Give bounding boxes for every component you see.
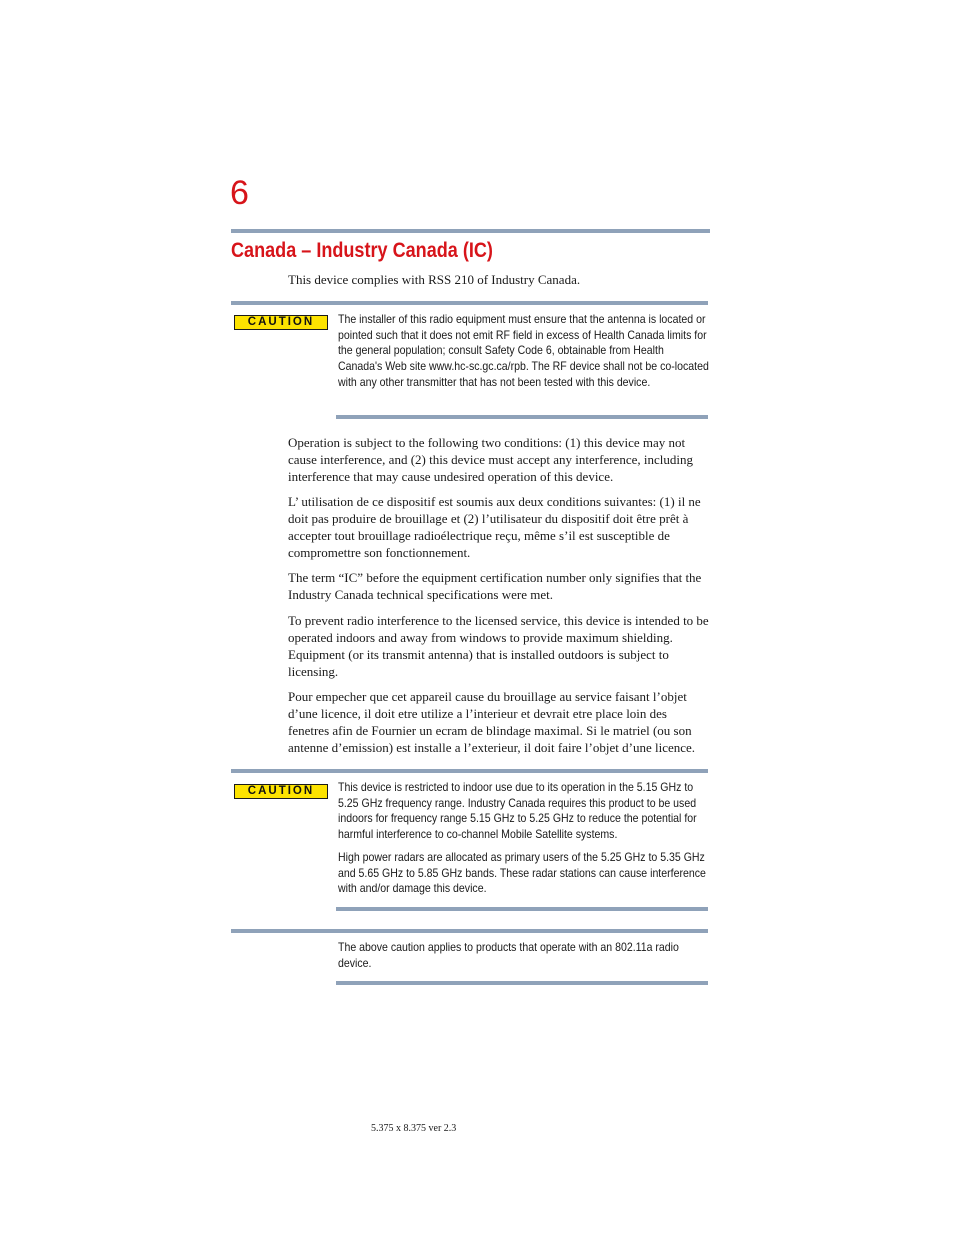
body-paragraph: Operation is subject to the following two conditions: (1) this device may not cause interference, and (2) this device must accept any interference, including interference that may cause undesired operation of this device. — [288, 435, 693, 484]
page-footer: 5.375 x 8.375 ver 2.3 — [371, 1123, 457, 1134]
body-paragraph: The term “IC” before the equipment certification number only signifies that the Industry Canada technical specifications were met. — [288, 570, 702, 602]
caution-paragraph: The installer of this radio equipment must ensure that the antenna is located or pointed such that it does not emit RF field in excess of Health Canada limits for the general population; consult Safety Code 6, obtainable from Health Canada's Web site www.hc-sc.gc.ca/rpb. The RF device shall not be co-located with any other transmitter that has not been tested with this device. — [338, 312, 709, 389]
caution-paragraph: High power radars are allocated as primary users of the 5.25 GHz to 5.35 GHz and 5.65 GHz to 5.85 GHz bands. These radar stations can cause interference with and/or damage this device. — [338, 849, 706, 896]
note-top-rule — [231, 929, 708, 933]
caution-text — [338, 312, 710, 391]
caution-badge: CAUTION — [234, 315, 328, 330]
caution-top-rule — [231, 769, 708, 773]
caution-bottom-rule — [336, 907, 708, 911]
note-bottom-rule — [336, 981, 708, 985]
page-number: 6 — [230, 174, 249, 212]
caution-badge: CAUTION — [234, 784, 328, 799]
note-text — [338, 940, 710, 971]
caution-paragraph: This device is restricted to indoor use due to its operation in the 5.15 GHz to 5.25 GHz frequency range. Industry Canada requires this product to be used indoors for frequency range 5.15 GHz to 5.25 GHz to reduce the potential for harmful interference to co-channel Mobile Satellite systems. — [338, 780, 697, 842]
section-title: Canada – Industry Canada (IC) — [231, 239, 493, 262]
caution-bottom-rule — [336, 415, 708, 419]
body-paragraph: Pour empecher que cet appareil cause du brouillage au service faisant l’objet d’une licence, il doit etre utilize a l’interieur et devrait etre place loin des fenetres afin de Fournier un ecram de blindage maximal. Si le matriel (ou son antenne d’emission) est installe a l’exterieur, il doit faire l’objet d’une licence. — [288, 689, 696, 755]
body-paragraph: To prevent radio interference to the licensed service, this device is intended to be operated indoors and away from windows to provide maximum shielding. Equipment (or its transmit antenna) that is installed outdoors is subject to licensing. — [288, 613, 709, 679]
intro-paragraph: This device complies with RSS 210 of Industry Canada. — [288, 272, 581, 287]
caution-text — [338, 780, 710, 897]
header-rule — [231, 229, 710, 233]
caution-top-rule — [231, 301, 708, 305]
note-paragraph: The above caution applies to products that operate with an 802.11a radio device. — [338, 940, 679, 970]
body-paragraph: L’ utilisation de ce dispositif est soumis aux deux conditions suivantes: (1) il ne doit pas produire de brouillage et (2) l’utilisateur du dispositif doit être prêt à accepter tout brouillage radioélectrique reçu, même s’il est susceptible de compromettre son fonctionnement. — [288, 494, 701, 560]
